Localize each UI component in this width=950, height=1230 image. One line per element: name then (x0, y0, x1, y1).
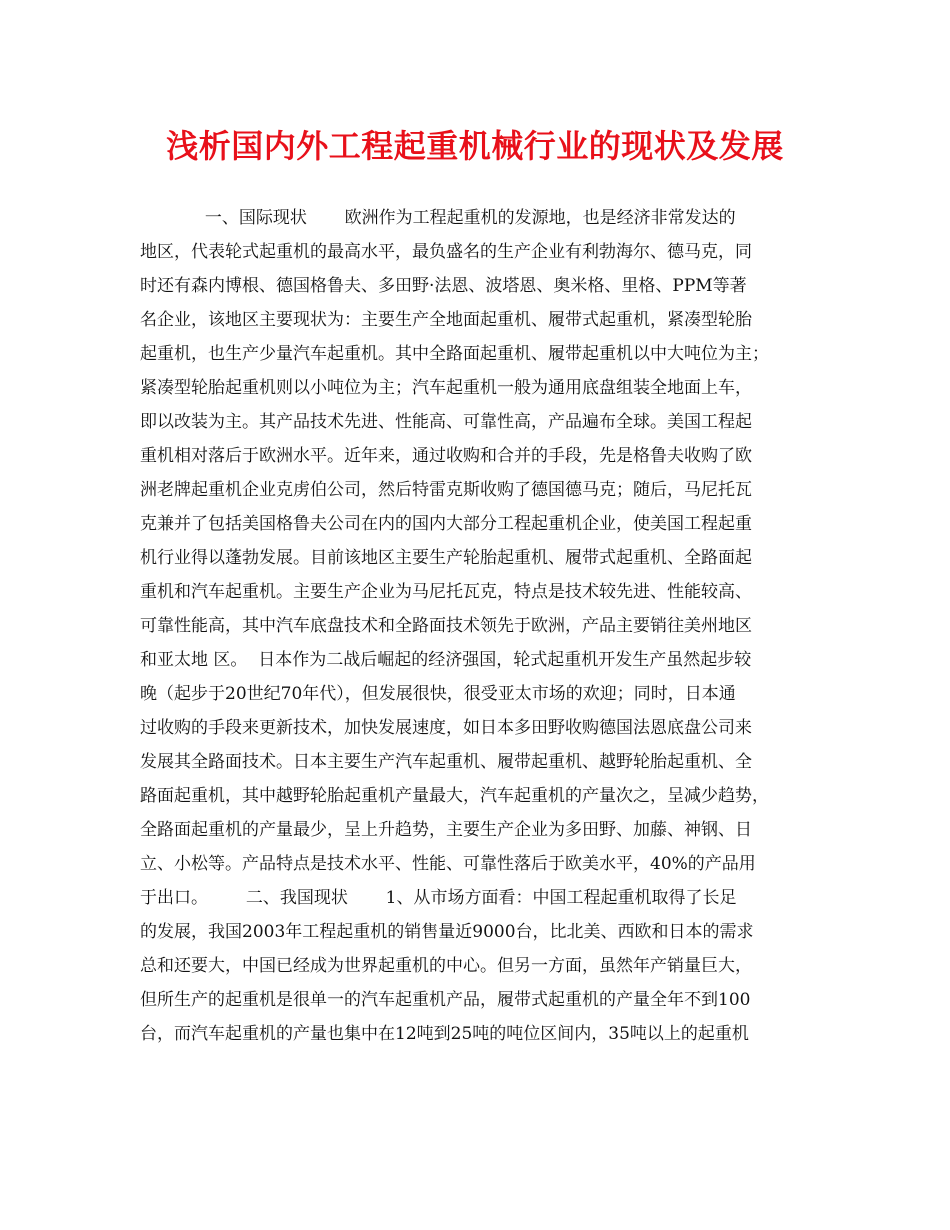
paragraph-line: 总和还要大，中国已经成为世界起重机的中心。但另一方面，虽然年产销量巨大， (140, 956, 752, 976)
paragraph-line: 路面起重机，其中越野轮胎起重机产量最大，汽车起重机的产量次之，呈减少趋势， (140, 786, 769, 806)
paragraph-line: 机行业得以蓬勃发展。目前该地区主要生产轮胎起重机、履带式起重机、全路面起 (140, 548, 752, 568)
paragraph-line: 立、小松等。产品特点是技术水平、性能、可靠性落后于欧美水平，40%的产品用 (140, 854, 756, 874)
paragraph-line: 晚（起步于20世纪70年代），但发展很快，很受亚太市场的欢迎；同时，日本通 (140, 684, 736, 704)
paragraph-line: 起重机，也生产少量汽车起重机。其中全路面起重机、履带起重机以中大吨位为主； (140, 344, 769, 364)
paragraph-line: 名企业，该地区主要现状为：主要生产全地面起重机、履带式起重机，紧凑型轮胎 (140, 310, 752, 330)
document-title: 浅析国内外工程起重机械行业的现状及发展 (166, 127, 784, 165)
paragraph-line: 重机和汽车起重机。主要生产企业为马尼托瓦克，特点是技术较先进、性能较高、 (140, 582, 752, 602)
paragraph-line: 即以改装为主。其产品技术先进、性能高、可靠性高，产品遍布全球。美国工程起 (140, 412, 752, 432)
paragraph-line: 台，而汽车起重机的产量也集中在12吨到25吨的吨位区间内，35吨以上的起重机 (140, 1024, 749, 1044)
paragraph-line: 于出口。 二、我国现状 1、从市场方面看：中国工程起重机取得了长足 (140, 888, 737, 908)
paragraph-line: 过收购的手段来更新技术，加快发展速度，如日本多田野收购德国法恩底盘公司来 (140, 718, 752, 738)
paragraph-line: 克兼并了包括美国格鲁夫公司在内的国内大部分工程起重机企业，使美国工程起重 (140, 514, 752, 534)
paragraph-line: 的发展，我国2003年工程起重机的销售量近9000台，比北美、西欧和日本的需求 (140, 922, 754, 942)
paragraph-line: 时还有森内博根、德国格鲁夫、多田野·法恩、波塔恩、奥米格、里格、PPM等著 (140, 276, 747, 296)
paragraph-line: 可靠性能高，其中汽车底盘技术和全路面技术领先于欧洲，产品主要销往美州地区 (140, 616, 752, 636)
paragraph-line: 重机相对落后于欧洲水平。近年来，通过收购和合并的手段，先是格鲁夫收购了欧 (140, 446, 752, 466)
paragraph-line: 但所生产的起重机是很单一的汽车起重机产品，履带式起重机的产量全年不到100 (140, 990, 751, 1010)
paragraph-line: 洲老牌起重机企业克虏伯公司，然后特雷克斯收购了德国德马克；随后，马尼托瓦 (140, 480, 752, 500)
document-body (140, 201, 820, 1051)
paragraph-line: 和亚太地 区。 日本作为二战后崛起的经济强国，轮式起重机开发生产虽然起步较 (140, 650, 752, 670)
paragraph-line: 紧凑型轮胎起重机则以小吨位为主；汽车起重机一般为通用底盘组装全地面上车， (140, 378, 752, 398)
paragraph-line: 一、国际现状 欧洲作为工程起重机的发源地，也是经济非常发达的 (140, 208, 736, 228)
paragraph-line: 发展其全路面技术。日本主要生产汽车起重机、履带起重机、越野轮胎起重机、全 (140, 752, 752, 772)
paragraph-line: 全路面起重机的产量最少，呈上升趋势，主要生产企业为多田野、加藤、神钢、日 (140, 820, 752, 840)
paragraph-line: 地区，代表轮式起重机的最高水平，最负盛名的生产企业有利勃海尔、德马克，同 (140, 242, 752, 262)
